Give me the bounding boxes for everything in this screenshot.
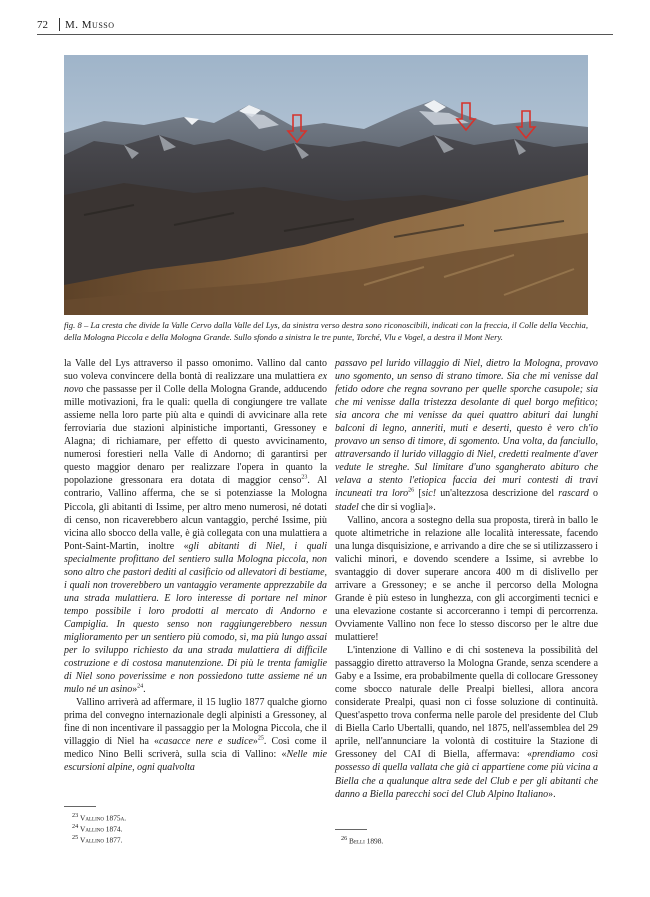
footnotes-left bbox=[72, 812, 126, 845]
figure-caption: fig. 8 – La cresta che divide la Valle Cervo dalla Valle del Lys, da sinistra verso destra sono riconoscibili, indicati con la freccia, il Colle della Vecchia, della Mologna Piccola e della Mologna Grande. Sullo sfondo a sinistra le tre punte, Torché, Vlu e Vogel, a destra il Mont Nery. bbox=[64, 320, 588, 342]
footnote: $^{23}$ Vallino 1875a. bbox=[72, 813, 127, 823]
header-rule bbox=[37, 34, 613, 35]
footnote-ref: 23 bbox=[301, 475, 308, 482]
footnote-rule bbox=[335, 829, 367, 830]
header-separator bbox=[59, 18, 60, 31]
right-column bbox=[335, 357, 598, 801]
paragraph: Vallino, ancora a sostegno della sua proposta, tirerà in ballo le quote altimetriche in relazione alle località interessate, facendo una lunga disquisizione, e arrivando a dire che se si utilizzassero i valichi minori, e dovendo scendere a Issime, si avrebbe lo svantaggio di dover superare ancora 400 m di dislivello per arrivare a Gressoney; e se anche il percorso della Mologna Grande è più esteso in lunghezza, con gli accorgimenti tecnici e una elevazione costante si accorceranno i tempi di percorrenza. Ovviamente Vallino non fece lo stesso discorso per le altre due mulattiere! bbox=[335, 514, 598, 643]
footnote: $^{24}$ Vallino 1874. bbox=[72, 824, 123, 834]
page-number: 72 bbox=[37, 19, 48, 31]
footnote-ref: 24 bbox=[137, 683, 144, 690]
mountain-photo-drawing bbox=[64, 55, 588, 315]
footnote-ref: 25 bbox=[257, 736, 264, 743]
running-author: M. Musso bbox=[65, 19, 115, 31]
running-header bbox=[37, 15, 613, 33]
paragraph: passavo pel lurido villaggio di Niel, dietro la Mologna, provavo uno sgomento, un senso di strano timore. Sia che mi venisse dal fetido odore che regna sovrano per quelle sporche casupole; sia che mi venisse dalla tristezza desolante di quel borgo mefitico; sia ancora che mi venisse da quei quattro abituri dai lunghi balconi di legno, anneriti, muti e deserti, questo è vero ch'io provavo un senso di timore, di sgomento. Una volta, da fanciullo, attraversando il lurido villaggio di Niel, credetti realmente d'aver vedute le streghe. Sul limitare d'uno sgangherato abituro che velava a stento l'etiopica faccia dei muri contesti di travi incuneati tra loro$^{26}$ [sic! un'altezzosa descrizione del rascard o stadel che dir si voglia]». bbox=[335, 358, 599, 513]
footnote: $^{26}$ Belli 1898. bbox=[341, 836, 384, 846]
left-column bbox=[64, 357, 327, 775]
paragraph: L'intenzione di Vallino e di chi sosteneva la possibilità del passaggio diretto attraverso la Mologna Grande, senza scendere a Gaby e a Issime, era probabilmente quella di collocare Gressoney come sbocco naturale delle Prealpi biellesi, allora ancora considerate Prealpi, quasi non ci fosse soluzione di continuità. Quest'aspetto trova conferma nelle parole del presidente del Club di Biella Carlo Ubertalli, quando, nel 1875, nell'assemblea del 29 aprile, nell'annunciare la volontà di costituire la Stazione di Gressoney del CAI di Biella, affermava: «prendiamo così possesso di quella vallata che già ci appartiene come più vicina a Biella che a qualunque altra sede del Club e per gli abitanti che danno a Biella parecchi soci del Club Alpino Italiano». bbox=[335, 645, 598, 800]
footnote-rule bbox=[64, 806, 96, 807]
paragraph: Vallino arriverà ad affermare, il 15 luglio 1877 qualche giorno prima del convegno internazionale degli alpinisti a Gressoney, al fine di non incentivare il passaggio per la Mologna Piccola, che il villaggio di Niel ha «casacce nere e sudice»$^{25}$. Così come il medico Nino Belli scriverà, sulla scia di Vallino: «Nelle mie escursioni alpine, ogni qualvolta bbox=[64, 697, 327, 774]
footnotes-right bbox=[341, 835, 383, 846]
paragraph: la Valle del Lys attraverso il passo omonimo. Vallino dal canto suo voleva convincere della bontà di realizzare una mulattiera ex novo che passasse per il Colle della Mologna Grande, adducendo mille motivazioni, fra le quali: quella di congiungere tre vallate assieme nella loro parte più alta e quindi di avvicinare alla rete ferroviaria due stazioni alpinistiche importanti, Gressoney e Alagna; di richiamare, per effetto di questo avvicinamento, numerosi forestieri nella Valle di Andorno; di garantirsi per questo maggior denaro per realizzare l'opera in quanto la popolazione gressonara era dotata di maggior censo$^{23}$. Al contrario, Vallino afferma, che se si potenziasse la Mologna Piccola, gli abitanti di Issime, per altro meno numerosi, né dotati di censo, non ricaverebbero alcun vantaggio, perché Issime, più vicina allo sbocco della valle, è già collegata con una mulattiera a Pont-Saint-Martin, inoltre «gli abitanti di Niel, i quali specialmente profittano del sentiero sulla Mologna piccola, non sono altro che pastori dediti al casificio od allevatori di bestiame, i quali non troverebbero un vantaggio veramente apprezzabile da una strada mulattiera. E loro interesse di portare nel minor tempo possibile i loro prodotti al mercato di Andorno e Campiglia. In questo senso non raggiungerebbero nessun miglioramento per un sentiero più comodo, sì, ma più lungo assai per lo sviluppo richiesto da una strada mulattiera di difficile costruzione e di costosa manutenzione. Di più le trenta famiglie di Niel sono poverissime e non possiedono tutte assieme né un mulo né un asino»$^{24}$. bbox=[64, 358, 328, 696]
mountain-photo bbox=[64, 55, 588, 315]
footnote-ref: 26 bbox=[408, 488, 415, 495]
footnote: $^{25}$ Vallino 1877. bbox=[72, 835, 123, 845]
